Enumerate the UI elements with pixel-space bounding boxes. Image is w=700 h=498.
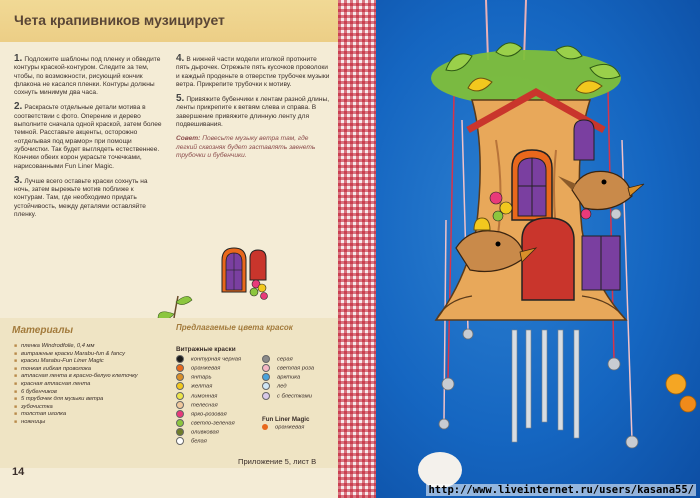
list-item: лед [262, 382, 352, 391]
list-item: оранжевая [176, 364, 266, 373]
instructions-column-1 [14, 55, 164, 225]
tip-text: Совет: Повесьте музыку ветра там, где легкий сквозняк будет заставлять звенеть трубочки и бубенчики. [176, 135, 316, 159]
list-item: ■ атласная лента в красно-белую клеточку [14, 373, 164, 381]
color-swatch [176, 401, 184, 409]
materials-title: Материалы [12, 325, 73, 336]
list-item: белая [176, 437, 266, 446]
color-swatch [176, 382, 184, 390]
list-item: серая [262, 355, 352, 364]
color-swatch [262, 373, 270, 381]
materials-list [14, 343, 164, 427]
color-swatch [262, 382, 270, 390]
flower-icon [666, 374, 686, 394]
color-swatch [262, 424, 268, 430]
color-list-1 [176, 355, 266, 446]
step-1: 1. Подложите шаблоны под пленку и обведите контуры краской-контуром. Следите за тем, чтобы, по возможности, рисующий кончик флакона не касался пленки. Контуры должны сохнуть минимум два часа. [14, 53, 161, 97]
list-item: лимонная [176, 392, 266, 401]
list-item: ■ толстая иголка [14, 411, 164, 419]
list-item: ■ тонкая гибкая проволока [14, 366, 164, 374]
list-item: телесная [176, 401, 266, 410]
list-item: контурная черная [176, 355, 266, 364]
color-swatch [176, 364, 184, 372]
color-swatch [262, 364, 270, 372]
color-swatch [176, 428, 184, 436]
color-swatch [262, 392, 270, 400]
list-item: ярко-розовая [176, 410, 266, 419]
fun-liner-color: оранжевая [262, 424, 304, 431]
step-2: 2. Раскрасьте отдельные детали мотива в соответствии с фото. Оперение и дерево выполните сначала одной краской, затем более темной. Расставьте акценты, осторожно «отделывая под мрамор» при помощи зубочистки. Так будет выглядеть естественнее. Кончики обеих корон украсьте точечками, нарисованными Fun Liner Magic. [14, 101, 162, 170]
list-item: ■ краски Marabu-Fun Liner Magic [14, 358, 164, 366]
color-swatch [176, 419, 184, 427]
list-item: ■ 6 бубенчиков [14, 389, 164, 397]
page-title: Чета крапивников музицирует [14, 12, 225, 28]
footer-text: Приложение 5, лист В [238, 457, 317, 466]
list-item: ■ зубочистка [14, 404, 164, 412]
watermark-url: http://www.liveinternet.ru/users/kasana55/ [428, 484, 694, 496]
color-swatch [176, 392, 184, 400]
list-item: арктика [262, 373, 352, 382]
step-4: 4. В нижней части модели иголкой проткните пять дырочек. Отрежьте пять кусочков проволоки и каждый проденьте в отверстие трубочек музыки ветра. Прикрепите трубочки к мотиву. [176, 53, 330, 88]
fun-liner-title: Fun Liner Magic [262, 416, 310, 423]
list-item: желтая [176, 382, 266, 391]
colors-subtitle: Витражные краски [176, 346, 236, 353]
color-swatch [176, 373, 184, 381]
left-page [0, 0, 340, 498]
color-swatch [262, 355, 270, 363]
step-3: 3. Лучше всего оставьте краски сохнуть на ночь, затем вырежьте мотив поближе к контурам. Там, где необходимо придать устойчивость, между деталями оставляйте пленку. [14, 174, 148, 219]
list-item: светлая роза [262, 364, 352, 373]
color-swatch [176, 355, 184, 363]
step-5: 5. Привяжите бубенчики к лентам разной длины, ленты прикрепите к ветвям слева и справа. В завершение привяжите длинную ленту для подвешивания. [176, 93, 330, 129]
instructions-column-2 [176, 55, 330, 166]
page-number: 14 [12, 466, 25, 478]
color-swatch [176, 410, 184, 418]
list-item: ■ ножницы [14, 419, 164, 427]
egg-object [418, 452, 462, 488]
list-item: светло-зеленая [176, 419, 266, 428]
list-item: янтарь [176, 373, 266, 382]
color-swatch [176, 437, 184, 445]
list-item: с блестками [262, 392, 352, 401]
colors-title: Предлагаемые цвета красок [176, 323, 293, 332]
photo-page [376, 0, 700, 498]
list-item: ■ пленка Windrodfolie, 0,4 мм [14, 343, 164, 351]
gingham-ribbon-strip [338, 0, 376, 498]
door-template-illustration [216, 240, 278, 302]
list-item: ■ витражные краски Marabu-fun & fancy [14, 351, 164, 359]
chime-tubes [512, 330, 579, 442]
wind-chime-photo [376, 0, 700, 498]
list-item: ■ 5 трубочек для музыки ветра [14, 396, 164, 404]
list-item: оливковая [176, 428, 266, 437]
list-item: ■ красная атласная лента [14, 381, 164, 389]
